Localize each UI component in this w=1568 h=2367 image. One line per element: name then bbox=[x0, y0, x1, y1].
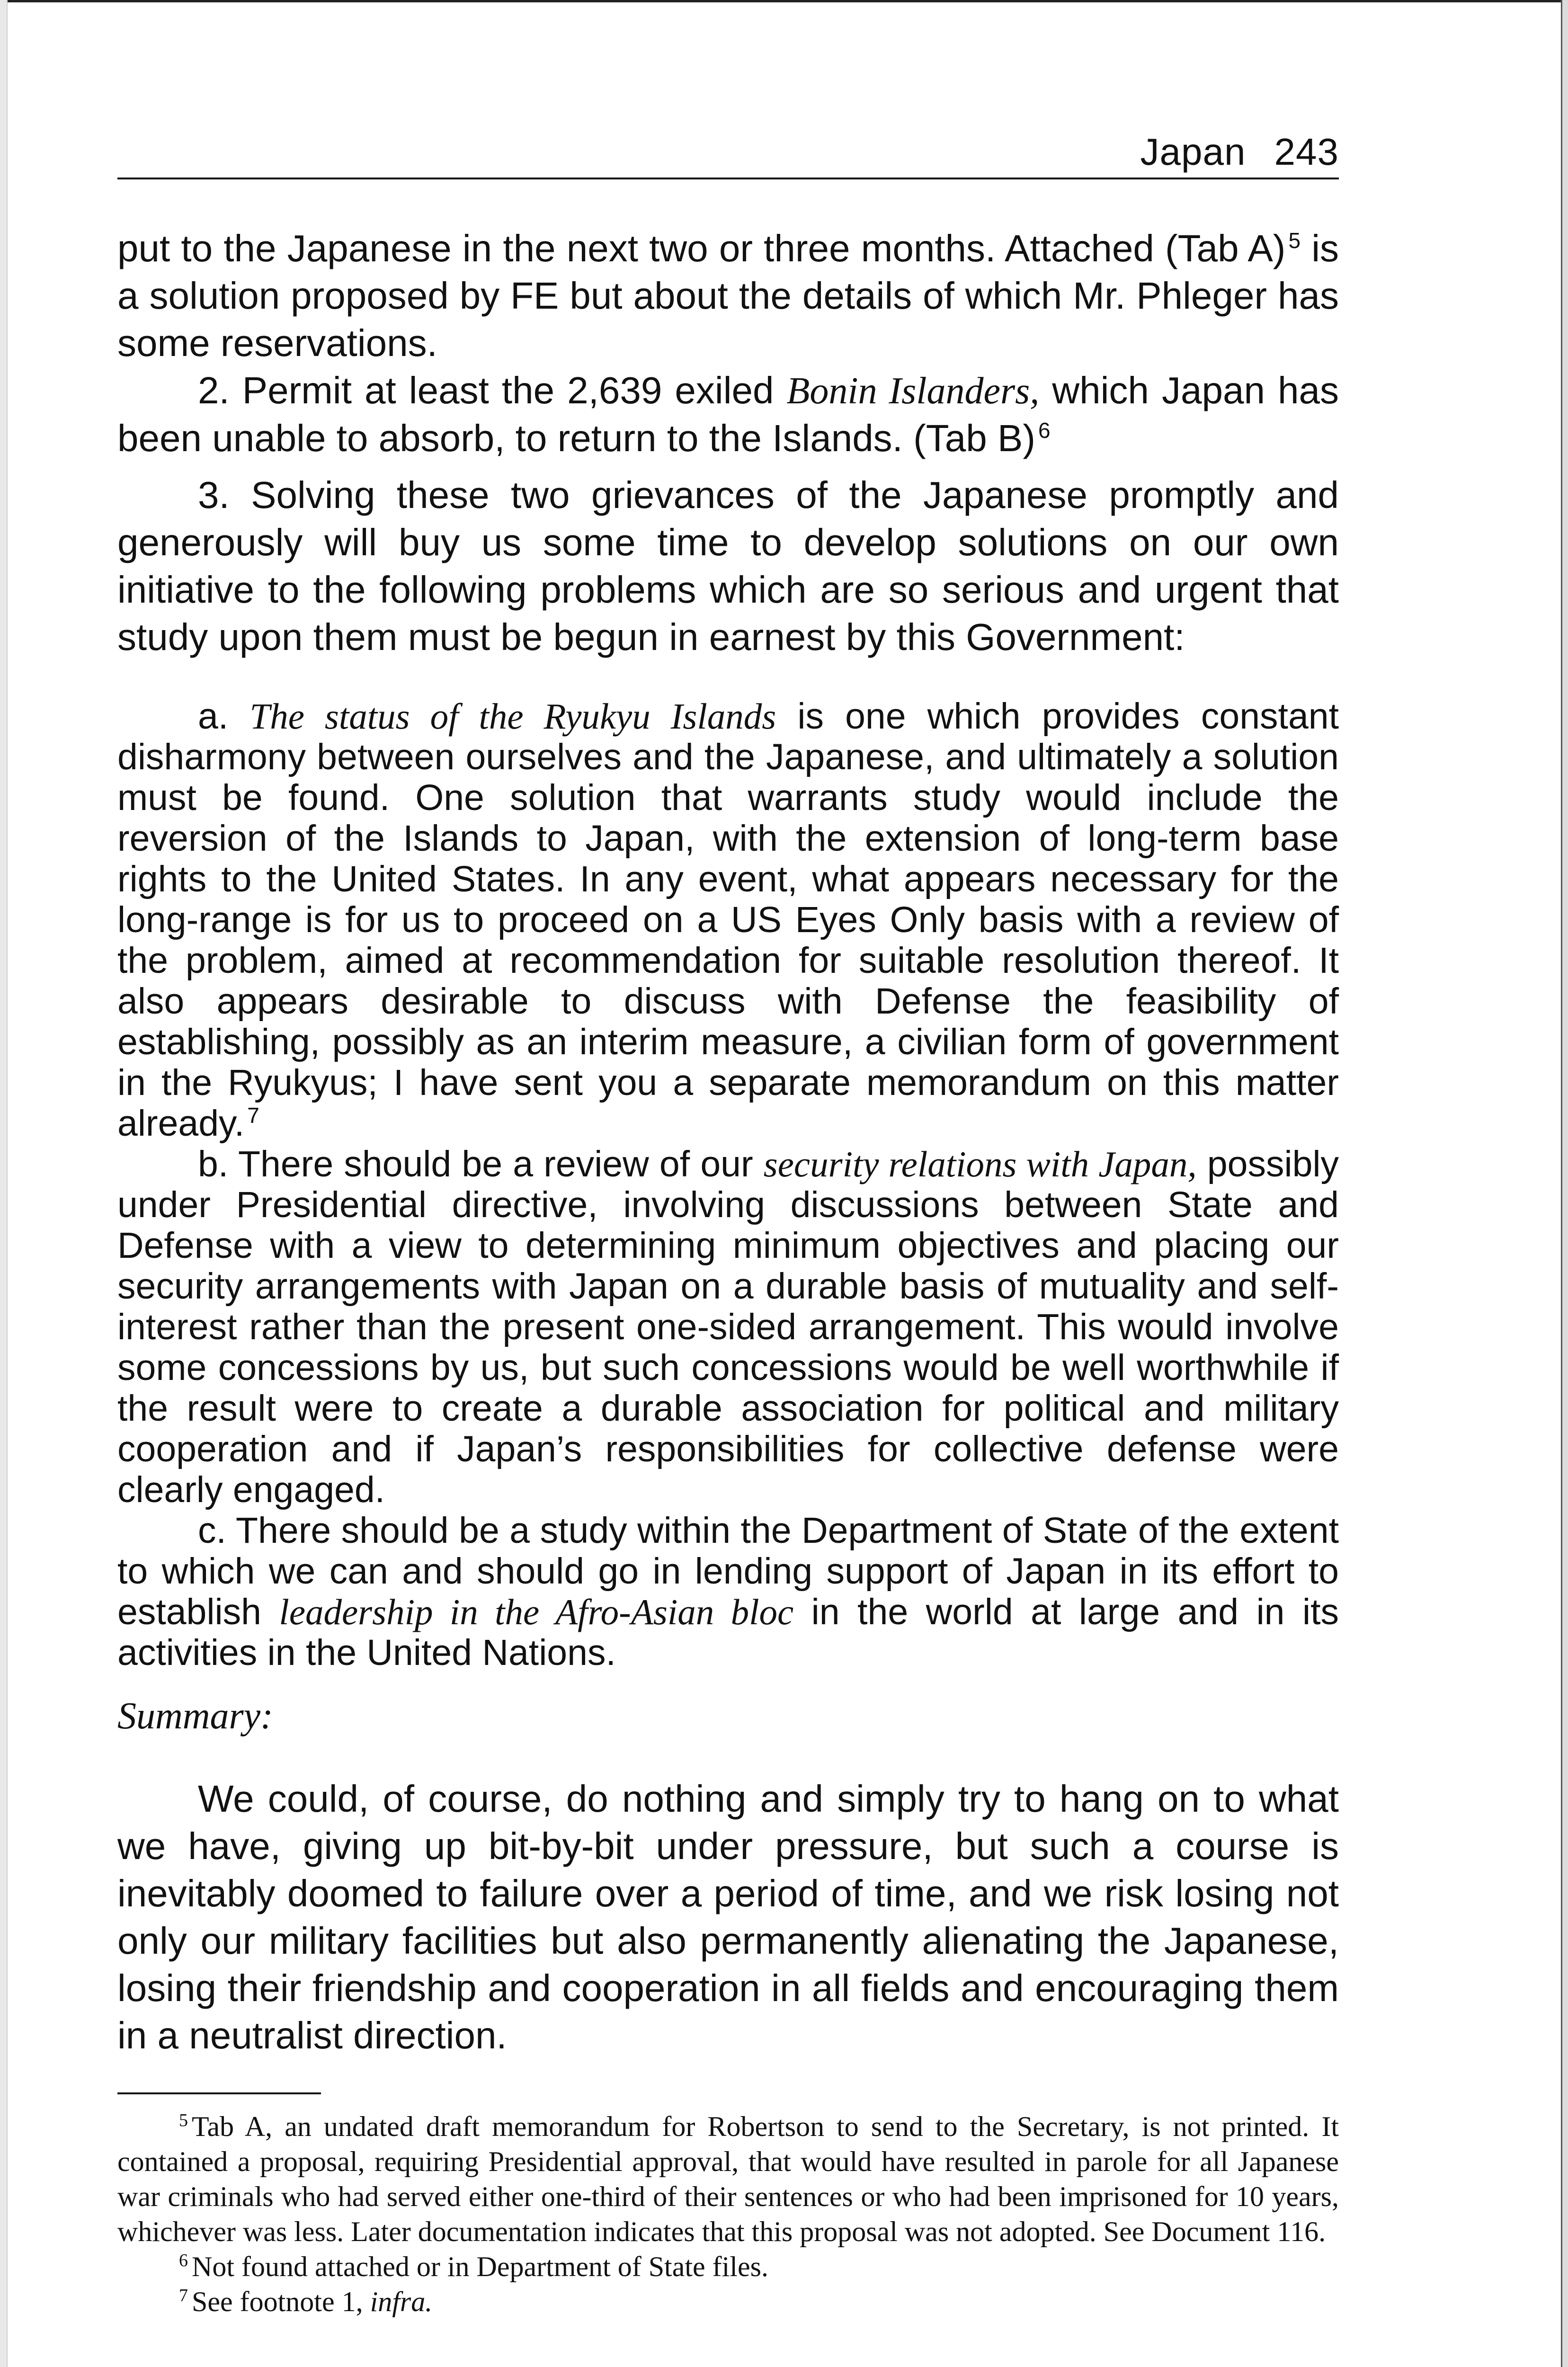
paragraph-2-text-a: 2. Permit at least the 2,639 exiled bbox=[198, 369, 787, 411]
subparagraph-b-text: possibly under Presidential directive, involving discussions between State and Defense with a view to determining minimum objectives and placing our security arrangements with Japan on a durable basis of mutuality and self-interest rather than the present one-sided arrangement. This would involve some concessions by us, but such concessions would be well worthwhile if the result were to create a durable association for political and military cooperation and if Japan’s responsibilities for collective defense were clearly engaged. bbox=[117, 1144, 1339, 1510]
right-scan-edge bbox=[1561, 0, 1568, 2367]
subparagraphs bbox=[117, 696, 1339, 1673]
subparagraph-a-lead: a. bbox=[198, 696, 250, 737]
summary-heading: Summary: bbox=[117, 1695, 273, 1737]
subparagraph-b bbox=[117, 1144, 1339, 1510]
subparagraph-c-lead: c. There should be a study within the Department of State of the extent to which we can and should go in lending support of Japan in its effort to establish bbox=[117, 1510, 1339, 1632]
paragraph-2-text-b: which Japan has been unable to absorb, to return to the Islands. (Tab B) bbox=[117, 369, 1339, 459]
footnote-6 bbox=[117, 2249, 1339, 2284]
footnote-6-text: Not found attached or in Department of State files. bbox=[192, 2251, 768, 2282]
left-scan-edge bbox=[0, 0, 8, 2367]
summary-paragraph: We could, of course, do nothing and simply try to hang on to what we have, giving up bit-by-bit under pressure, but such a course is inevitably doomed to failure over a period of time, and we risk losing not only our military facilities but also permanently alienating the Japanese, losing their friendship and cooperation in all fields and encouraging them in a neutralist direction. bbox=[117, 1778, 1339, 2056]
page-number: 243 bbox=[1274, 131, 1339, 173]
running-head bbox=[117, 121, 1339, 179]
footnote-ref-5: 5 bbox=[1288, 228, 1301, 253]
subparagraph-c-text: in the world at large and in its activities in the United Nations. bbox=[117, 1592, 1339, 1673]
footnote-5 bbox=[117, 2109, 1339, 2249]
subparagraph-b-italic: security relations with Japan, bbox=[763, 1144, 1197, 1184]
footnote-ref-7: 7 bbox=[247, 1103, 259, 1128]
footnote-5-number: 5 bbox=[179, 2110, 188, 2130]
running-head-text bbox=[1140, 130, 1339, 174]
subparagraph-a bbox=[117, 696, 1339, 1144]
footnote-divider bbox=[117, 2092, 321, 2094]
footnote-5-text: Tab A, an undated draft memorandum for Robertson to send to the Secretary, is not printed. It contained a proposal, requiring Presidential approval, that would have resulted in parole for all Japanese war criminals who had served either one-third of their sentences or who had been imprisoned for 10 years, whichever was less. Later documentation indicates that this proposal was not adopted. See Document 116. bbox=[117, 2111, 1339, 2247]
footnote-7-text: See footnote 1, bbox=[192, 2286, 370, 2317]
paragraph-2 bbox=[117, 367, 1339, 462]
footnote-7-number: 7 bbox=[179, 2286, 188, 2305]
top-border bbox=[0, 0, 1568, 2]
upper-body bbox=[117, 225, 1339, 661]
paragraph-1 bbox=[117, 225, 1339, 367]
subparagraph-b-lead: b. There should be a review of our bbox=[198, 1144, 764, 1184]
paragraph-2-italic: Bonin Islanders, bbox=[786, 370, 1040, 412]
subparagraph-a-text: is one which provides constant disharmony between ourselves and the Japanese, and ultimately a solution must be found. One solution that warrants study would include the reversion of the Islands to Japan, with the extension of long-term base rights to the United States. In any event, what appears necessary for the long-range is for us to proceed on a US Eyes Only basis with a review of the problem, aimed at recommendation for suitable resolution thereof. It also appears desirable to discuss with Defense the feasibility of establishing, possibly as an interim measure, a civilian form of government in the Ryukyus; I have sent you a separate memorandum on this matter already. bbox=[117, 696, 1339, 1144]
footnote-7 bbox=[117, 2284, 1339, 2319]
paragraph-3: 3. Solving these two grievances of the Japanese promptly and generously will buy us some time to develop solutions on our own initiative to the following problems which are so serious and urgent that study upon them must be begun in earnest by this Government: bbox=[117, 474, 1339, 658]
paragraph-1-text-a: put to the Japanese in the next two or three months. Attached (Tab A) bbox=[117, 227, 1286, 269]
subparagraph-c bbox=[117, 1510, 1339, 1673]
footnotes bbox=[117, 2109, 1339, 2319]
footnote-7-italic: infra. bbox=[370, 2286, 433, 2317]
subparagraph-c-italic: leadership in the Afro-Asian bloc bbox=[279, 1592, 794, 1632]
summary-body bbox=[117, 1775, 1339, 2059]
subparagraph-a-italic: The status of the Ryukyu Islands bbox=[249, 696, 776, 737]
footnote-6-number: 6 bbox=[179, 2251, 188, 2270]
paragraph-1-text-b: is a solution proposed by FE but about the details of which Mr. Phleger has some reservations. bbox=[117, 227, 1339, 364]
running-head-section: Japan bbox=[1140, 131, 1246, 173]
footnote-ref-6: 6 bbox=[1038, 418, 1051, 443]
